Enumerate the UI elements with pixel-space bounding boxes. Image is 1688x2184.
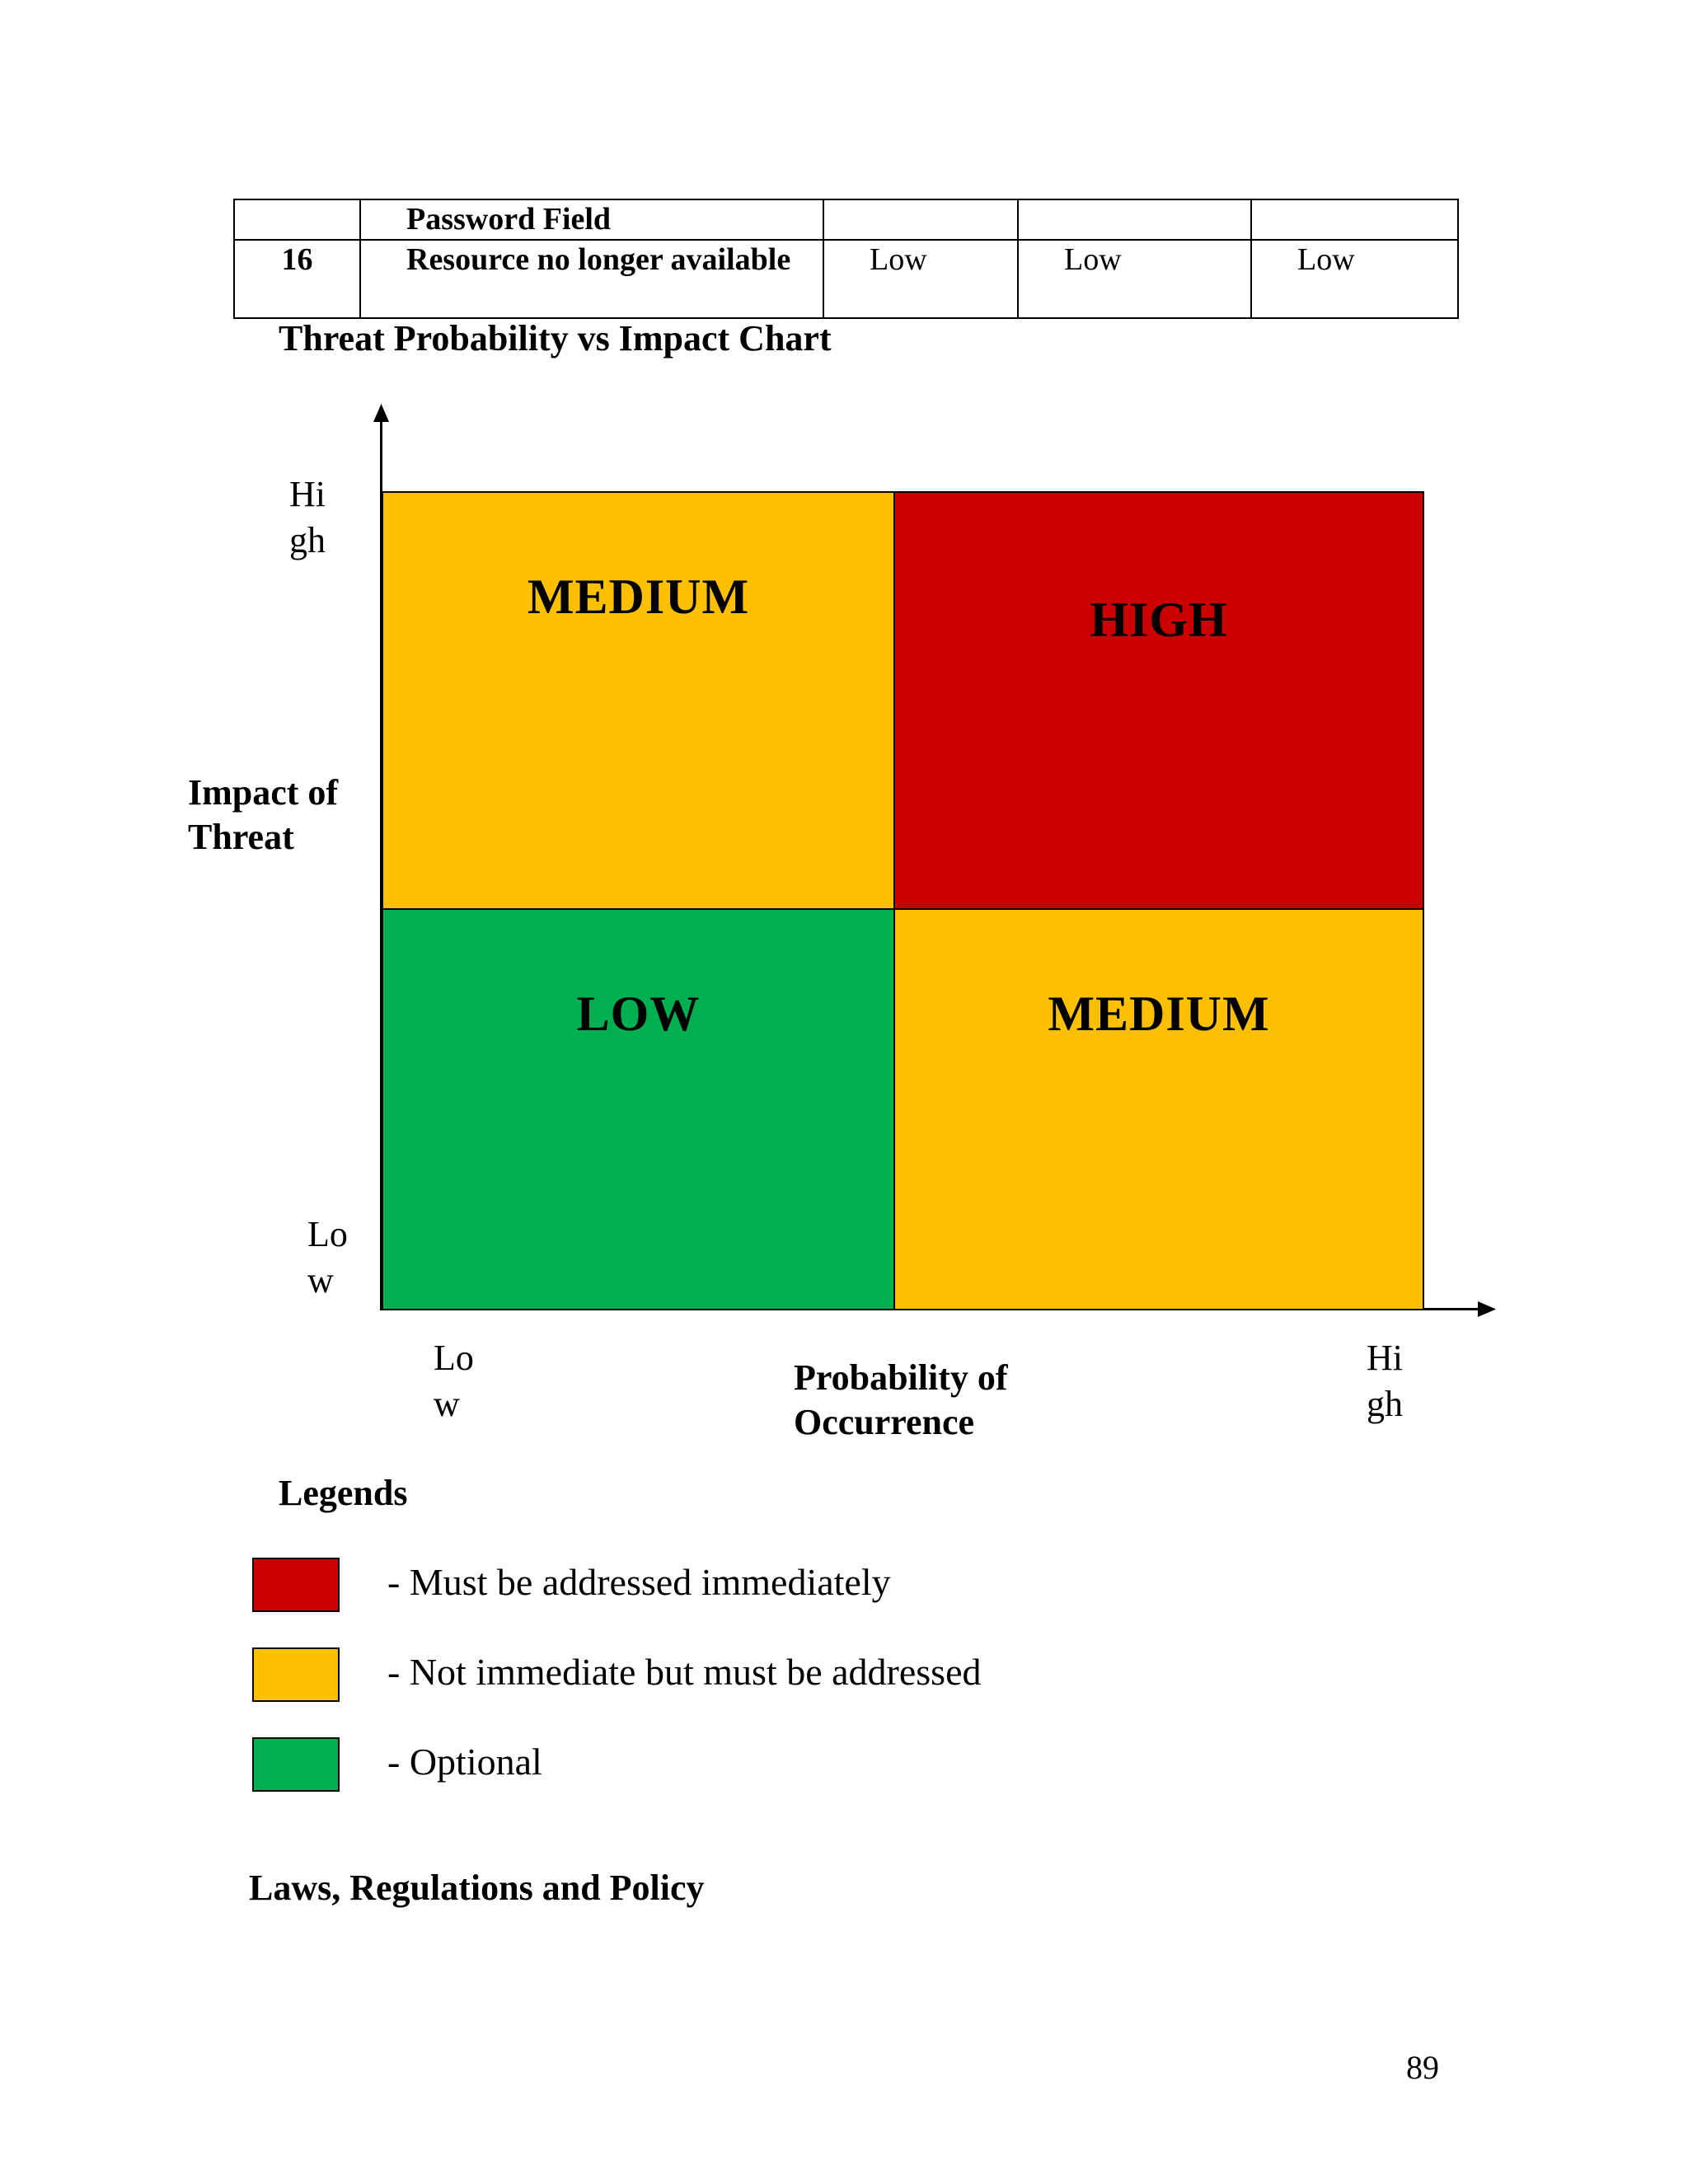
quadrant-label: LOW <box>576 987 701 1041</box>
level-cell: Low <box>1251 240 1458 318</box>
level-cell <box>1251 199 1458 240</box>
quadrant-label: MEDIUM <box>1048 987 1270 1041</box>
y-tick-high: Hi gh <box>289 474 326 560</box>
risk-table <box>233 199 1459 319</box>
y-tick-low: Lo w <box>307 1214 348 1301</box>
legend-text: - Optional <box>387 1741 542 1783</box>
table-row <box>234 199 1458 240</box>
threat-name-cell: Resource no longer available <box>360 240 823 318</box>
quadrant-label: MEDIUM <box>527 569 750 624</box>
level-cell <box>823 199 1018 240</box>
legend-swatch-red <box>252 1558 340 1612</box>
table-row <box>234 240 1458 318</box>
legend-text: - Must be addressed immediately <box>387 1561 891 1603</box>
row-number-cell: 16 <box>234 240 360 318</box>
legend-swatch-yellow <box>252 1647 340 1702</box>
page-number: 89 <box>1406 2049 1439 2086</box>
quadrant-label: HIGH <box>1090 593 1228 647</box>
quadrant-low-prob-low-impact <box>382 908 895 1310</box>
legend-swatch-green <box>252 1737 340 1792</box>
level-cell <box>1018 199 1251 240</box>
quadrant-high-prob-low-impact <box>893 908 1424 1310</box>
quadrant-high-prob-high-impact <box>893 491 1424 910</box>
x-axis-title: Probability of Occurrence <box>794 1357 1008 1442</box>
legend-title: Legends <box>279 1473 408 1513</box>
level-cell: Low <box>1018 240 1251 318</box>
chart-title: Threat Probability vs Impact Chart <box>279 318 832 359</box>
quadrant-low-prob-high-impact <box>382 491 895 910</box>
x-tick-low: Lo w <box>434 1338 474 1424</box>
threat-name-cell: Password Field <box>360 199 823 240</box>
y-axis-arrow-icon <box>370 404 392 424</box>
section-heading: Laws, Regulations and Policy <box>249 1868 705 1908</box>
legend-text: - Not immediate but must be addressed <box>387 1651 982 1693</box>
x-axis-arrow-icon <box>1476 1300 1496 1319</box>
y-axis-title: Impact of Threat <box>188 772 339 857</box>
row-number-cell <box>234 199 360 240</box>
x-tick-high: Hi gh <box>1367 1338 1403 1424</box>
level-cell: Low <box>823 240 1018 318</box>
